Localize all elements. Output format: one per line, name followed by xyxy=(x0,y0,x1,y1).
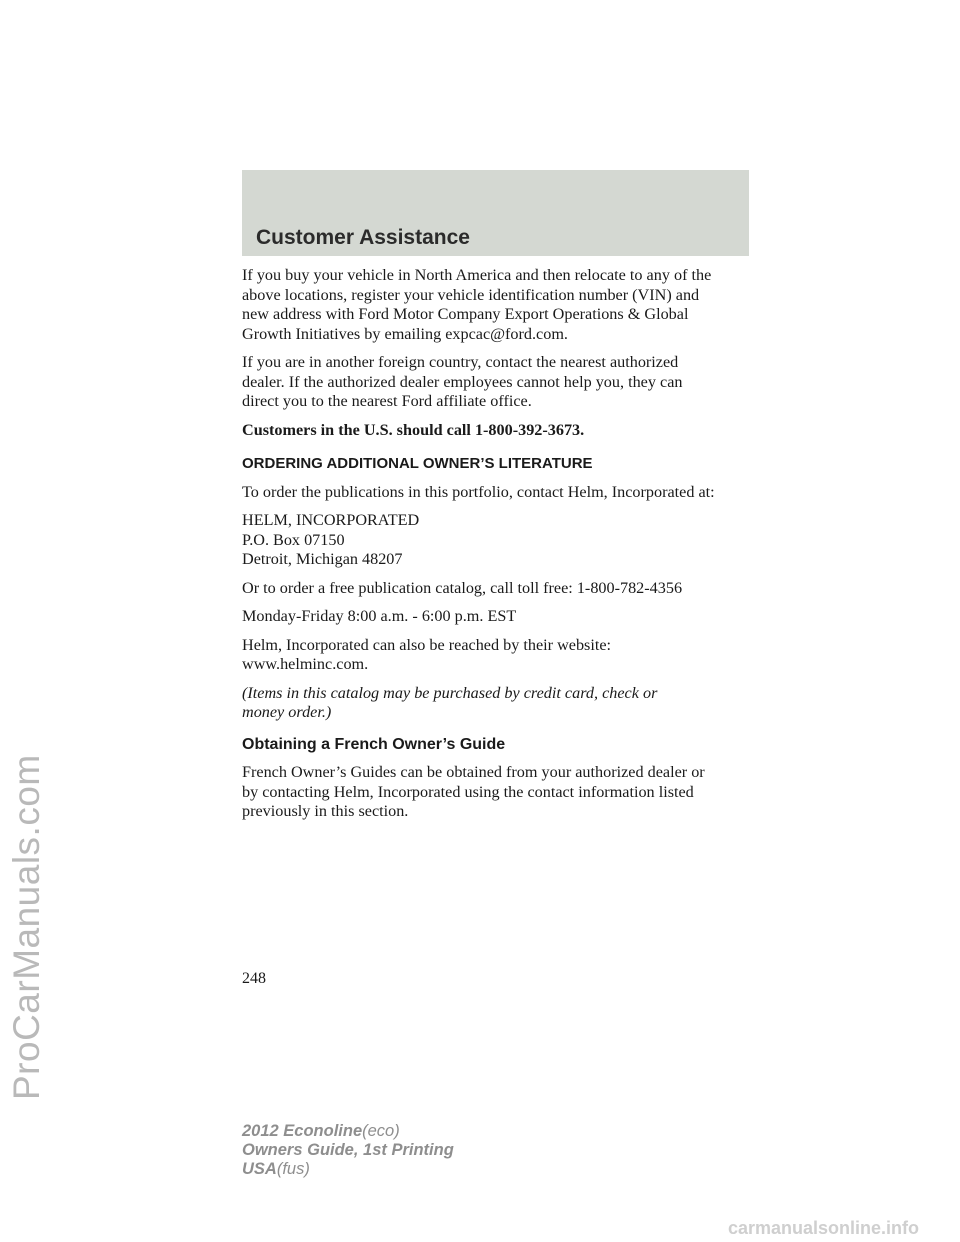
paragraph-foreign-country: If you are in another foreign country, contact the nearest authorized dealer. If the authorized dealer employees cannot help you, they can direct you to the nearest Ford affiliate office. xyxy=(242,353,683,410)
paragraph-catalog-phone: Or to order a free publication catalog, call toll free: 1-800-782-4356 xyxy=(242,578,683,597)
page-number: 248 xyxy=(242,970,266,987)
mailing-address: HELM, INCORPORATED P.O. Box 07150 Detroit, Michigan 48207 xyxy=(242,511,420,568)
heading-french-guide: Obtaining a French Owner’s Guide xyxy=(242,735,506,753)
footer-line-2: Owners Guide, 1st Printing xyxy=(242,1141,454,1159)
paragraph-french-guide: French Owner’s Guides can be obtained from your authorized dealer or by contacting Helm, Incorporated using the contact information listed previously in this section. xyxy=(242,763,705,820)
paragraph-payment-note: (Items in this catalog may be purchased by credit card, check or money order.) xyxy=(242,683,658,721)
footer-line-3: USA(fus) xyxy=(242,1160,310,1178)
section-title: Customer Assistance xyxy=(256,226,470,249)
watermark: ProCarManuals.com xyxy=(6,754,47,1100)
heading-ordering-literature: ORDERING ADDITIONAL OWNER’S LITERATURE xyxy=(242,455,593,472)
paragraph-order-publications: To order the publications in this portfolio, contact Helm, Incorporated at: xyxy=(242,482,715,501)
site-watermark: carmanualsonline.info xyxy=(728,1218,920,1238)
paragraph-relocate: If you buy your vehicle in North America and then relocate to any of the above locations, register your vehicle identification number (VIN) and new address with Ford Motor Company Export Operations & Global Growth Initiatives by emailing expcac@ford.com. xyxy=(242,266,712,343)
paragraph-website: Helm, Incorporated can also be reached by their website: www.helminc.com. xyxy=(242,635,612,673)
paragraph-hours: Monday-Friday 8:00 a.m. - 6:00 p.m. EST xyxy=(242,607,517,625)
us-phone-note: Customers in the U.S. should call 1-800-392-3673. xyxy=(242,420,585,439)
footer-edition xyxy=(242,1122,454,1179)
footer-line-1: 2012 Econoline(eco) xyxy=(242,1122,400,1140)
page-body xyxy=(242,266,762,831)
